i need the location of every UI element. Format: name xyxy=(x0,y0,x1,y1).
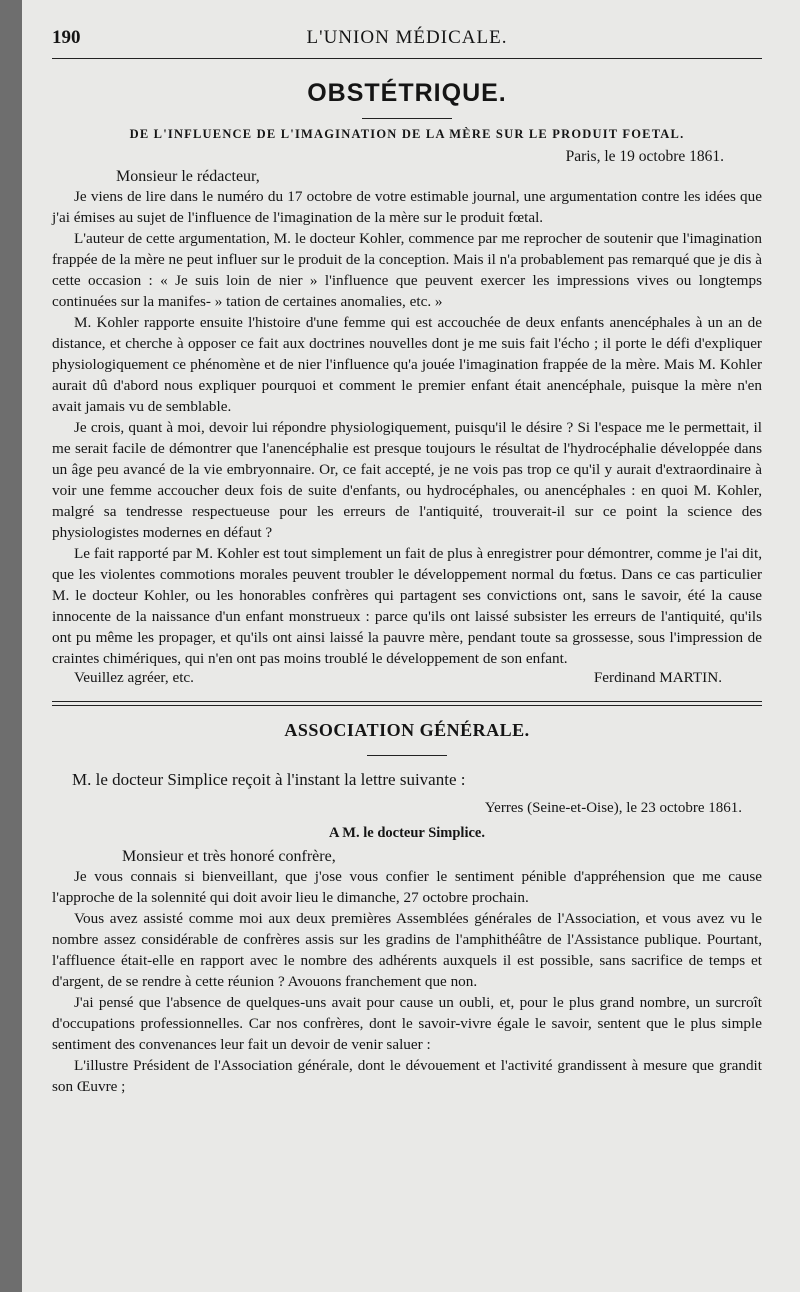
section-title-obstetrique: OBSTÉTRIQUE. xyxy=(307,79,507,107)
association-dateline: Yerres (Seine-et-Oise), le 23 octobre 1861. xyxy=(484,800,742,816)
document-page xyxy=(22,0,800,1292)
association-paragraph-2: Vous avez assisté comme moi aux deux premières Assemblées générales de l'Association, et vous avez vu le nombre assez considérable de confrères assis sur les gradins de l'amphithéâtre de l'Assistance publique. Pourtant, l'affluence était-elle en rapport avec le nombre des adhérents auxquels il est possible, sans sacrifice de temps et d'argent, de se rendre à cette réunion ? Avouons franchement que non. xyxy=(52,910,762,990)
section-title-association: ASSOCIATION GÉNÉRALE. xyxy=(284,720,530,740)
section-divider xyxy=(362,118,452,119)
letter-salutation: Monsieur le rédacteur, xyxy=(116,168,260,185)
paragraph-1: Je viens de lire dans le numéro du 17 octobre de votre estimable journal, une argumentation contre les idées que j'ai émises au sujet de l'influence de l'imagination de la mère sur le produit fœtal. xyxy=(52,188,762,226)
running-header xyxy=(52,22,762,56)
paragraph-3: M. Kohler rapporte ensuite l'histoire d'une femme qui est accouchée de deux enfants anencéphales à un an de distance, et cherche à opposer ce fait aux doctrines nouvelles dont je me suis fait l'écho ; il porte le défi d'expliquer physiologiquement ce phénomène et de nier l'influence qu'a jouée l'imagination frappée de la mère. Mais M. Kohler aurait dû d'abord nous expliquer pourquoi et comment le premier enfant était anencéphale, puisque la mère n'en avait jamais vu de semblable. xyxy=(52,314,762,415)
letter-closing-line xyxy=(52,669,762,691)
association-paragraph-1: Je vous connais si bienveillant, que j'ose vous confier le sentiment pénible d'appréhension que me cause l'approche de la solennité qui doit avoir lieu le dimanche, 27 octobre prochain. xyxy=(52,868,762,906)
page-content xyxy=(52,22,762,1097)
article-title: DE L'INFLUENCE DE L'IMAGINATION DE LA MÈRE SUR LE PRODUIT FOETAL. xyxy=(129,127,685,141)
section-double-rule xyxy=(52,701,762,706)
header-rule xyxy=(52,58,762,59)
page-number: 190 xyxy=(52,27,81,48)
association-intro: M. le docteur Simplice reçoit à l'instant la lettre suivante : xyxy=(72,770,466,789)
association-addressee: A M. le docteur Simplice. xyxy=(329,825,485,841)
letter-closing: Veuillez agréer, etc. xyxy=(74,669,194,686)
paragraph-4: Je crois, quant à moi, devoir lui répondre physiologiquement, puisqu'il le désire ? Si l'espace me le permettait, il me serait facile de démontrer que l'anencéphalie est presque toujours le résultat de l'hydrocéphalie développée dans un âge peu avancé de la vie embryonnaire. Or, ce fait accepté, je ne vois pas trop ce qu'il y aurait d'extraordinaire à voir une femme accoucher deux fois de suite d'enfants, ou hydrocéphales, ou anencéphales : en quoi M. Kohler, malgré sa tendresse respectueuse pour les erreurs de l'antiquité, trouverait-il sur ce point la science des physiologistes modernes en défaut ? xyxy=(52,419,762,541)
association-paragraph-4: L'illustre Président de l'Association générale, dont le dévouement et l'activité grandissent à mesure que grandit son Œuvre ; xyxy=(52,1057,762,1095)
association-salutation: Monsieur et très honoré confrère, xyxy=(122,848,336,865)
paragraph-5: Le fait rapporté par M. Kohler est tout simplement un fait de plus à enregistrer pour démontrer, comme je l'ai dit, que les violentes commotions morales peuvent troubler le développement normal du fœtus. Dans ce cas particulier M. le docteur Kohler, ou les honorables confrères qui partagent ses convictions ont, sans le savoir, été la cause innocente de la naissance d'un enfant monstrueux : parce qu'ils ont laissé subsister les erreurs de l'antiquité, qu'ils ont pu même les propager, et qu'ils ont ainsi laissé la pauvre mère, pendant toute sa grossesse, sous l'impression de craintes chimériques, qui n'en ont pas moins troublé le développement de son enfant. xyxy=(52,545,762,667)
paragraph-2: L'auteur de cette argumentation, M. le docteur Kohler, commence par me reprocher de soutenir que l'imagination frappée de la mère ne peut influer sur le produit de la conception. Mais il n'a probablement pas remarqué que je dis à cette occasion : « Je suis loin de nier » l'influence que peuvent exercer les impressions vives ou longtemps continuées sur la manifes- » tation de certaines anomalies, etc. » xyxy=(52,230,762,310)
journal-title: L'UNION MÉDICALE. xyxy=(306,27,508,48)
letter-dateline: Paris, le 19 octobre 1861. xyxy=(565,148,724,165)
letter-signature: Ferdinand MARTIN. xyxy=(593,669,722,686)
section-divider-2 xyxy=(367,755,447,756)
association-paragraph-3: J'ai pensé que l'absence de quelques-uns avait pour cause un oubli, et, pour le plus grand nombre, un surcroît d'occupations professionnelles. Car nos confrères, dont le savoir-vivre égale le savoir, sentent que le plus simple sentiment des convenances leur fait un devoir de venir saluer : xyxy=(52,994,762,1053)
